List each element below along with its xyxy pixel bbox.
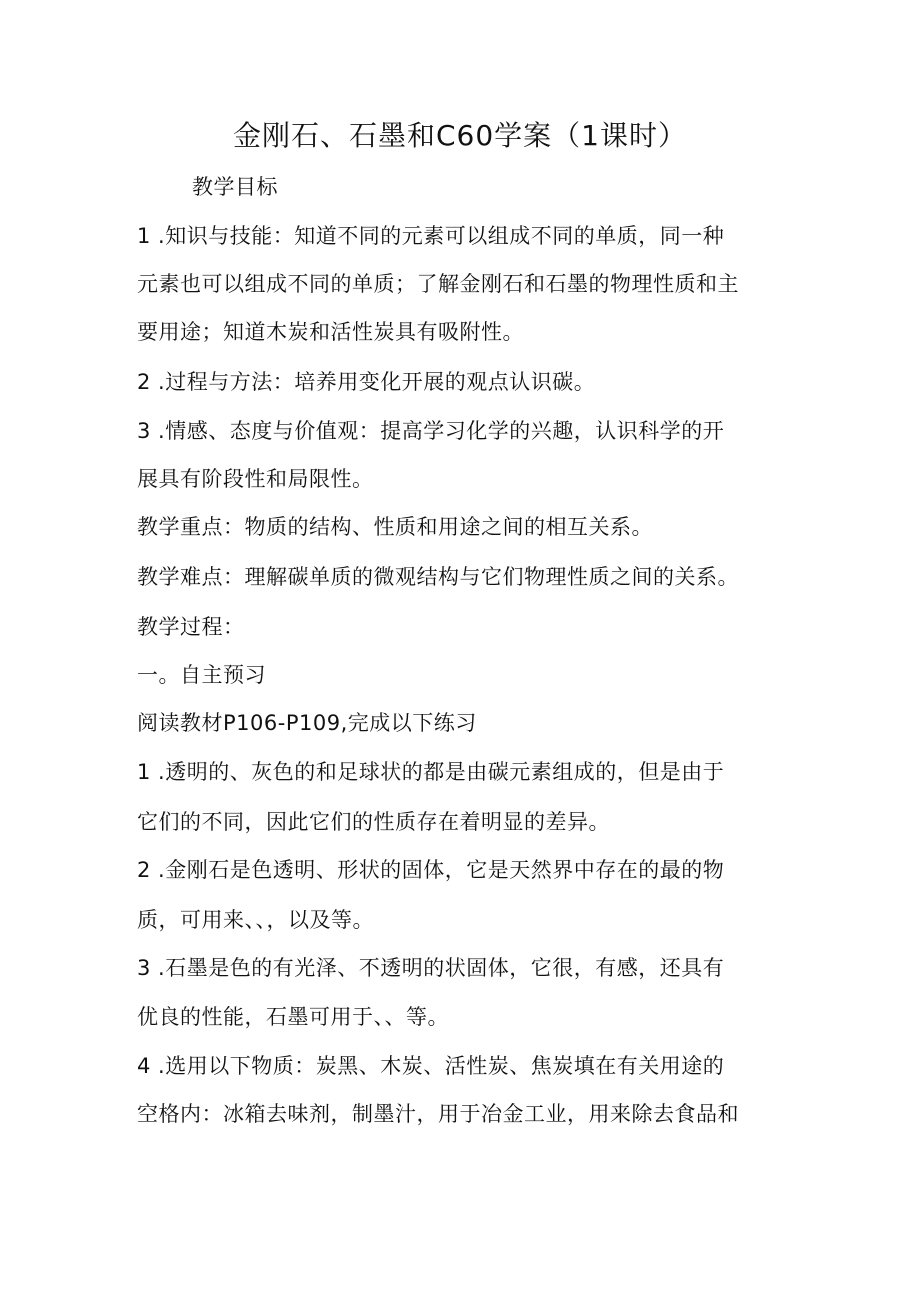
- text-line: 元素也可以组成不同的单质；了解金刚石和石墨的物理性质和主: [137, 272, 739, 296]
- text-line: 质，可用来、、，以及等。: [137, 908, 374, 932]
- text-line: 教学重点：物质的结构、性质和用途之间的相互关系。: [137, 515, 653, 539]
- section-heading-teaching-process: 教学过程：: [137, 615, 245, 639]
- document-title: 金刚石、石墨和C60学案（1课时）: [233, 119, 687, 152]
- text-line: 1 .知识与技能：知道不同的元素可以组成不同的单质，同一种: [137, 224, 725, 248]
- text-line: 3 .石墨是色的有光泽、不透明的状固体，它很，有感，还具有: [137, 956, 725, 980]
- text-line: 要用途；知道木炭和活性炭具有吸附性。: [137, 320, 524, 344]
- text-line: 阅读教材P106-P109,完成以下练习: [137, 711, 477, 735]
- text-line: 2 .金刚石是色透明、形状的固体，它是天然界中存在的最的物: [137, 858, 725, 882]
- section-heading-self-preview: 一。自主预习: [137, 663, 266, 687]
- text-line: 它们的不同，因此它们的性质存在着明显的差异。: [137, 810, 610, 834]
- text-line: 3 .情感、态度与价值观：提高学习化学的兴趣，认识科学的开: [137, 419, 725, 443]
- text-line: 展具有阶段性和局限性。: [137, 467, 374, 491]
- text-line: 1 .透明的、灰色的和足球状的都是由碳元素组成的，但是由于: [137, 760, 725, 784]
- text-line: 空格内：冰箱去味剂，制墨汁，用于冶金工业，用来除去食品和: [137, 1102, 739, 1126]
- text-line: 2 .过程与方法：培养用变化开展的观点认识碳。: [137, 370, 596, 394]
- text-line: 教学难点：理解碳单质的微观结构与它们物理性质之间的关系。: [137, 565, 739, 589]
- text-line: 优良的性能，石墨可用于、、等。: [137, 1005, 449, 1029]
- section-heading-teaching-goals: 教学目标: [192, 175, 278, 199]
- text-line: 4 .选用以下物质：炭黑、木炭、活性炭、焦炭填在有关用途的: [137, 1054, 725, 1078]
